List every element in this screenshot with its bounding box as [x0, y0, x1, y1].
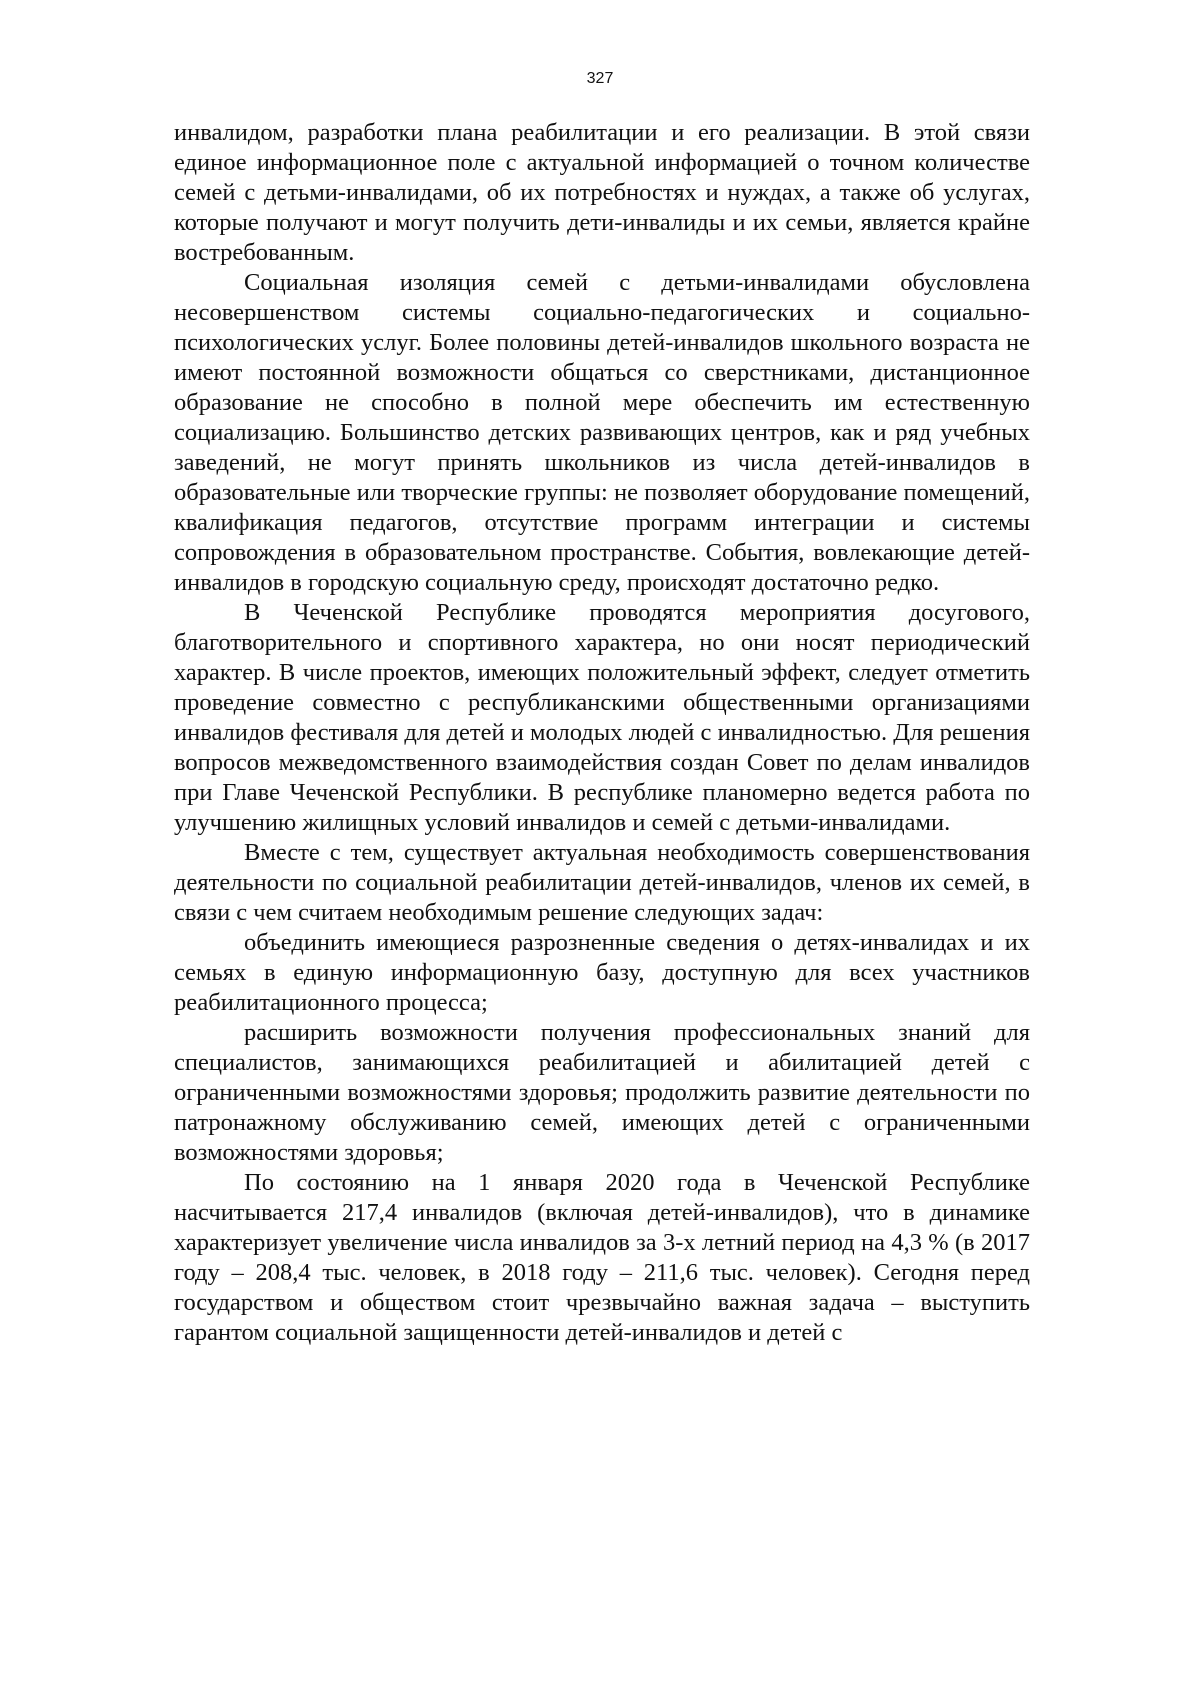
page-number: 327 [586, 70, 614, 87]
paragraph-chechen-events: В Чеченской Республике проводятся мероприятия досугового, благотворительного и спортивного характера, но они носят периодический характер. В числе проектов, имеющих положительный эффект, следует отметить проведение совместно с республиканскими общественными организациями инвалидов фестиваля для детей и молодых людей с инвалидностью. Для решения вопросов межведомственного взаимодействия создан Совет по делам инвалидов при Главе Чеченской Республики. В республике планомерно ведется работа по улучшению жилищных условий инвалидов и семей с детьми-инвалидами. [174, 599, 1030, 836]
paragraph-task-specialists: расширить возможности получения профессиональных знаний для специалистов, занимающихся реабилитацией и абилитацией детей с ограниченными возможностями здоровья; продолжить развитие деятельности по патронажному обслуживанию семей, имеющих детей с ограниченными возможностями здоровья; [174, 1019, 1030, 1166]
paragraph-continuation: инвалидом, разработки плана реабилитации и его реализации. В этой связи единое информационное поле с актуальной информацией о точном количестве семей с детьми-инвалидами, об их потребностях и нуждах, а также об услугах, которые получают и могут получить дети-инвалиды и их семьи, является крайне востребованным. [174, 119, 1030, 266]
paragraph-social-isolation: Социальная изоляция семей с детьми-инвалидами обусловлена несовершенством системы социально-педагогических и социально-психологических услуг. Более половины детей-инвалидов школьного возраста не имеют постоянной возможности общаться со сверстниками, дистанционное образование не способно в полной мере обеспечить им естественную социализацию. Большинство детских развивающих центров, как и ряд учебных заведений, не могут принять школьников из числа детей-инвалидов в образовательные или творческие группы: не позволяет оборудование помещений, квалификация педагогов, отсутствие программ интеграции и системы сопровождения в образовательном пространстве. События, вовлекающие детей-инвалидов в городскую социальную среду, происходят достаточно редко. [174, 269, 1030, 596]
paragraph-necessity: Вместе с тем, существует актуальная необходимость совершенствования деятельности по социальной реабилитации детей-инвалидов, членов их семей, в связи с чем считаем необходимым решение следующих задач: [174, 839, 1030, 926]
document-body [174, 118, 1030, 1348]
paragraph-task-database: объединить имеющиеся разрозненные сведения о детях-инвалидах и их семьях в единую информационную базу, доступную для всех участников реабилитационного процесса; [174, 929, 1030, 1016]
paragraph-statistics: По состоянию на 1 января 2020 года в Чеченской Республике насчитывается 217,4 инвалидов (включая детей-инвалидов), что в динамике характеризует увеличение числа инвалидов за 3-х летний период на 4,3 % (в 2017 году – 208,4 тыс. человек, в 2018 году – 211,6 тыс. человек). Сегодня перед государством и обществом стоит чрезвычайно важная задача – выступить гарантом социальной защищенности детей-инвалидов и детей с [174, 1169, 1030, 1346]
